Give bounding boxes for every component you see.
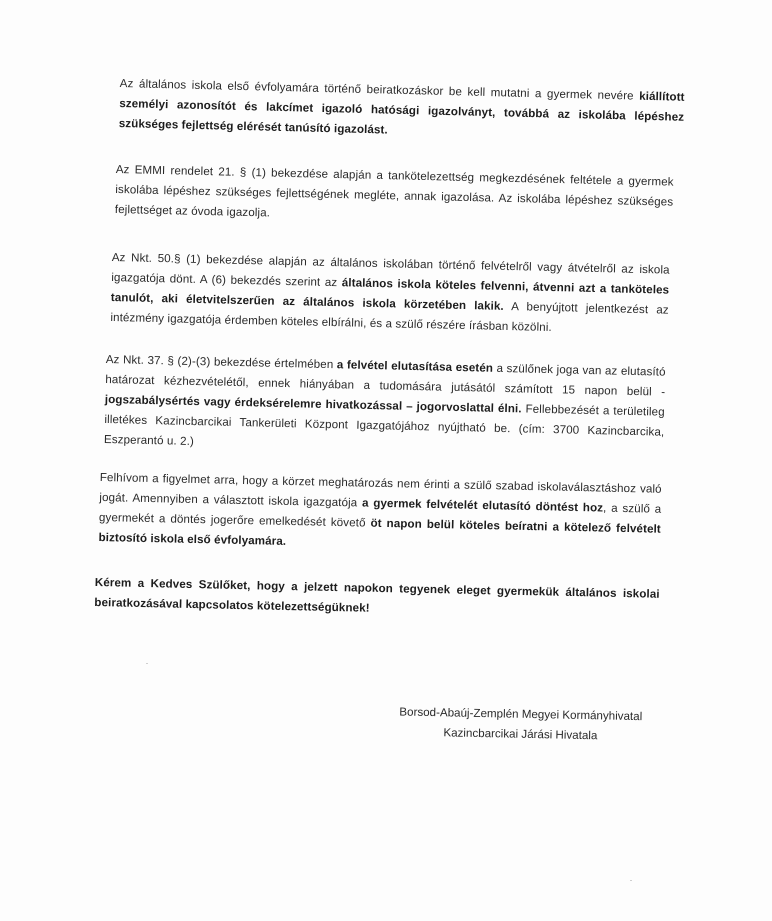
bold-text-run: a gyermek felvételét elutasító döntést hoz — [361, 496, 604, 515]
scan-speck — [146, 663, 148, 664]
text-run: Felhívom a figyelmet arra, hogy a körzet meghatározás nem érinti a szülő szabad iskolaválasztáshoz való jogát. Amennyiben a választott iskola igazgatója — [99, 470, 662, 510]
signature-block — [375, 702, 666, 748]
text-run: A benyújtott jelentkezést az intézmény igazgatója érdemben köteles elbírálni, és a szülő részére írásban közölni. — [110, 299, 669, 334]
bold-text-run: kiállított személyi azonosítót és lakcímet igazoló hatósági igazolványt, továbbá az iskolába lépéshez szükséges fejlettség elérését tanúsító igazolást. — [118, 89, 685, 137]
paragraph-closing-request — [94, 573, 660, 625]
bold-text-run: jogszabálysértés vagy érdeksérelemre hivatkozással – jogorvoslattal élni. — [104, 392, 522, 416]
text-run: Fellebbezését a területileg illetékes Kazincbarcikai Tankerületi Központ Igazgatójához nyújtható be. (cím: 3700 Kazincbarcika, Eszperantó u. 2.) — [103, 402, 665, 449]
text-run: Az Nkt. 50.§ (1) bekezdése alapján az általános iskolában történő felvételről vagy átvételről az iskola igazgatója dönt. A (6) bekezdés szerint az — [111, 250, 670, 290]
paragraph-enrollment-documents — [119, 74, 685, 148]
paragraph-emmi-decree — [115, 160, 674, 233]
signature-district-office: Kazincbarcikai Járási Hivatala — [443, 726, 598, 743]
text-run: Az általános iskola első évfolyamára történő beiratkozáskor be kell mutatni a gyermek nevére — [119, 76, 640, 103]
text-run: a szülőnek joga van az elutasító határozat kézhezvételétől, ennek hiányában a tudomására jutásától számított 15 napon belül - — [105, 361, 666, 399]
text-run: Az Nkt. 37. § (2)-(3) bekezdése értelmében — [105, 352, 338, 372]
text-run: Az EMMI rendelet 21. § (1) bekezdése alapján a tankötelezettség megkezdésének feltétele a gyermek iskolába lépéshez szükséges fejlettségének megléte, annak igazolása. Az iskolába lépéshez szükséges fejlettséget az óvoda igazolja. — [114, 162, 674, 220]
bold-text-run: öt napon belül köteles beíratni a kötelező felvételt biztosító iskola első évfolyamára. — [98, 516, 661, 548]
scan-speck — [630, 880, 632, 881]
paragraph-nkt-50 — [110, 248, 670, 341]
bold-text-run: általános iskola köteles felvenni, átvenni azt a tanköteles tanulót, aki életvitelszerűen az általános iskola körzetében lakik. — [110, 276, 670, 313]
bold-text-run: a felvétel elutasítása esetén — [336, 358, 494, 375]
bold-text-run: Kérem a Kedves Szülőket, hogy a jelzett napokon tegyenek eleget gyermekük általános iskolai beiratkozásával kapcsolatos kötelezettségüknek! — [94, 575, 660, 615]
signature-office-name: Borsod-Abaúj-Zemplén Megyei Kormányhivatal — [399, 705, 643, 724]
text-run: , a szülő a gyermekét a döntés jogerőre emelkedését követő — [98, 501, 662, 530]
paragraph-school-choice — [98, 468, 662, 560]
paragraph-nkt-37-appeal — [104, 350, 666, 463]
